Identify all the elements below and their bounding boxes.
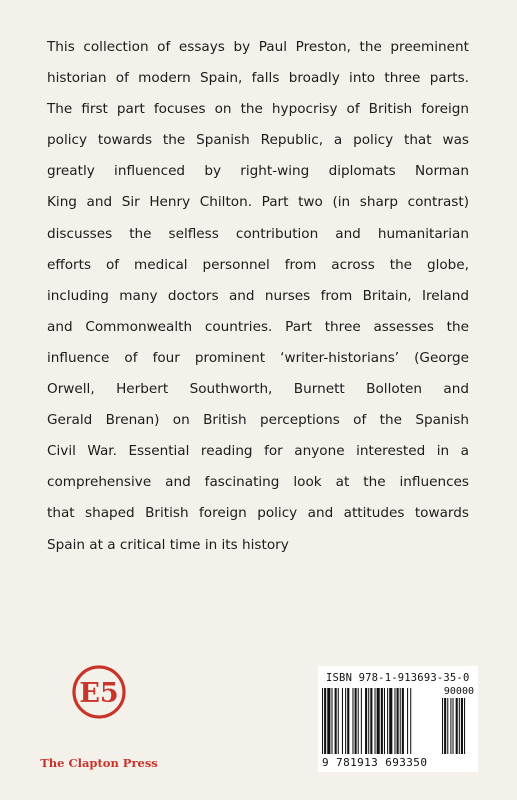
barcode-bar [347, 688, 349, 754]
blurb-line: including many doctors and nurses from Britain, Ireland [47, 287, 469, 304]
blurb-line: discusses the selfless contribution and humanitarian [47, 225, 469, 242]
barcode-bar [352, 688, 353, 754]
barcode-bar [394, 688, 395, 754]
barcode-bar [361, 688, 362, 754]
barcode-bar [389, 688, 392, 754]
barcode-bar [400, 688, 401, 754]
blurb-line: Orwell, Herbert Southworth, Burnett Bolloten and [47, 381, 469, 398]
barcode-bar [410, 688, 411, 754]
barcode-addon-bar [447, 698, 448, 754]
barcode-addon-bar [442, 698, 443, 754]
blurb-line: The first part focuses on the hypocrisy of British foreign [47, 101, 469, 118]
barcode-addon-bar [456, 698, 458, 754]
back-cover-blurb [47, 32, 469, 561]
blurb-line: This collection of essays by Paul Preston, the preeminent [47, 39, 469, 55]
barcode-bar [384, 688, 385, 754]
blurb-line: King and Sir Henry Chilton. Part two (in sharp contrast) [47, 194, 469, 211]
barcode-bar [375, 688, 376, 754]
blurb-line: that shaped British foreign policy and attitudes towards [47, 505, 469, 522]
barcode-bar [338, 688, 339, 754]
barcode-bars-icon [322, 688, 474, 756]
logo-mark: E5 [79, 678, 119, 709]
barcode-bar [402, 688, 404, 754]
isbn-label: ISBN 978-1-913693-35-0 [326, 672, 470, 684]
barcode-addon-bar [453, 698, 454, 754]
barcode-bar [327, 688, 330, 754]
barcode-bar [365, 688, 367, 754]
barcode-bar [324, 688, 326, 754]
barcode-bar [387, 688, 388, 754]
barcode-bar [381, 688, 383, 754]
e5-seal-icon [70, 662, 128, 744]
isbn-barcode [318, 666, 478, 772]
barcode-addon-bar [459, 698, 460, 754]
barcode-bar [397, 688, 399, 754]
barcode-bar [331, 688, 332, 754]
barcode-bar [335, 688, 337, 754]
barcode-bar [377, 688, 380, 754]
publisher-name: The Clapton Press [40, 756, 158, 770]
blurb-line: historian of modern Spain, falls broadly into three parts. [47, 70, 469, 87]
blurb-line: Spain at a critical time in its history [47, 536, 289, 553]
price-addon-number: 90000 [443, 686, 474, 697]
blurb-line: Civil War. Essential reading for anyone interested in a [47, 443, 469, 460]
publisher-logo [34, 662, 164, 772]
blurb-line: comprehensive and fascinating look at the influences [47, 474, 469, 491]
barcode-bar [322, 688, 323, 754]
barcode-bar [407, 688, 408, 754]
blurb-line: greatly influenced by right-wing diplomats Norman [47, 163, 469, 180]
ean-number: 9 781913 693350 [322, 756, 428, 769]
barcode-bar [345, 688, 346, 754]
barcode-bar [342, 688, 343, 754]
barcode-addon-bar [444, 698, 446, 754]
barcode-addon-bar [461, 698, 463, 754]
blurb-line: efforts of medical personnel from across the globe, [47, 256, 469, 273]
barcode-bar [358, 688, 359, 754]
blurb-line: policy towards the Spanish Republic, a policy that was [47, 132, 469, 149]
barcode-bar [368, 688, 369, 754]
blurb-line: Gerald Brenan) on British perceptions of the Spanish [47, 412, 469, 429]
barcode-bar [370, 688, 372, 754]
barcode-addon-bar [450, 698, 451, 754]
blurb-line: influence of four prominent ‘writer-historians’ (George [47, 349, 469, 366]
blurb-line: and Commonwealth countries. Part three assesses the [47, 318, 469, 335]
barcode-bar [355, 688, 357, 754]
barcode-addon-bar [464, 698, 465, 754]
